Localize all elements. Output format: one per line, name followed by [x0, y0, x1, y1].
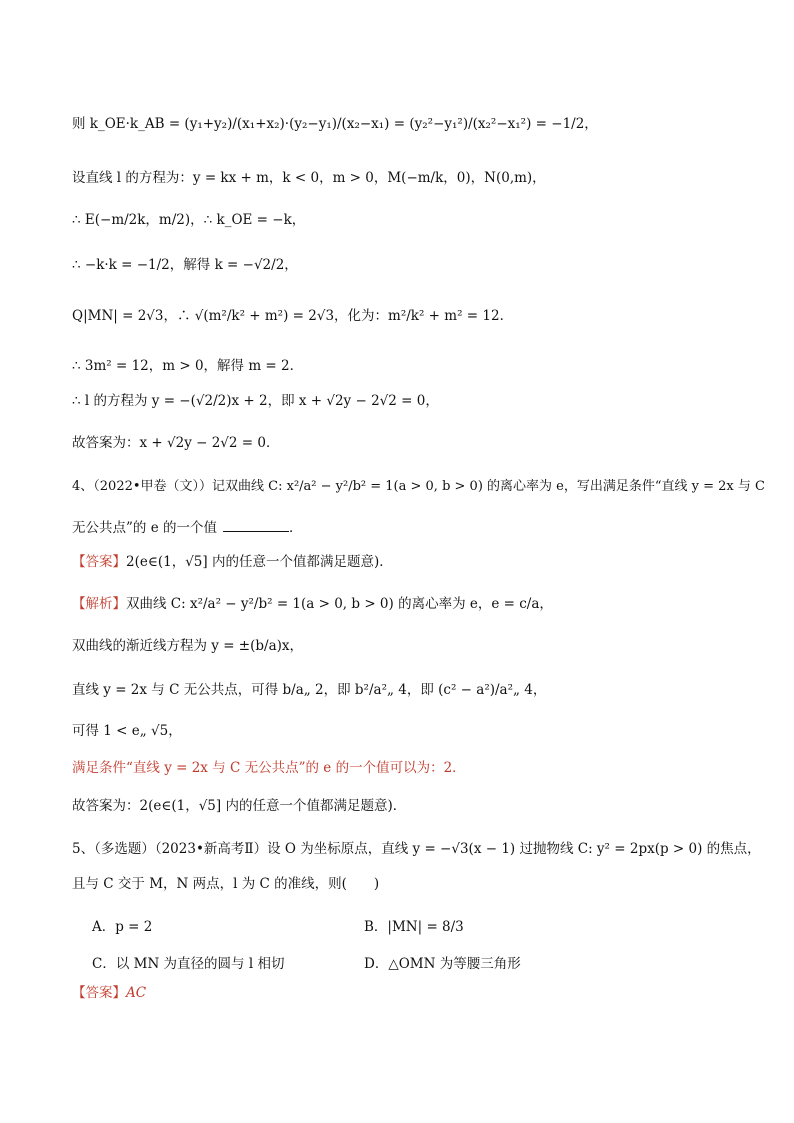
answer-5-text: AC — [126, 985, 147, 1001]
option-c: C．以 MN 为直径的圆与 l 相切 — [92, 956, 285, 972]
line-slope-product: 则 k_OE·k_AB = (y₁+y₂)/(x₁+x₂)·(y₂−y₁)/(x₂−x₁) = (y₂²−y₁²)/(x₂²−x₁²) = −1/2， — [72, 116, 598, 132]
answer-4-text: 2(e∈(1，√5] 内的任意一个值都满足题意)． — [126, 554, 393, 570]
question-5-line-2: 且与 C 交于 M，N 两点，l 为 C 的准线，则( ) — [72, 876, 380, 892]
line-set-equation: 设直线 l 的方程为：y = kx + m，k < 0，m > 0，M(−m/k，0)，N(0,m)， — [72, 170, 546, 186]
analysis-answer: 故答案为：2(e∈(1，√5] 内的任意一个值都满足题意)． — [72, 798, 407, 814]
analysis-condition: 直线 y = 2x 与 C 无公共点，可得 b/a„ 2，即 b²/a²„ 4，即 (c² − a²)/a²„ 4， — [72, 682, 547, 698]
question-5-line-1: 5、（多选题）（2023•新高考Ⅱ）设 O 为坐标原点，直线 y = −√3(x − 1) 过抛物线 C: y² = 2px(p > 0) 的焦点， — [72, 841, 761, 857]
answer-blank — [223, 519, 289, 532]
answer-4 — [72, 556, 393, 570]
line-solve-k: ∴ −k·k = −1/2，解得 k = −√2/2， — [72, 257, 298, 273]
option-a: A．p = 2 — [92, 919, 153, 935]
answer-5-tag: 【答案】 — [72, 985, 126, 1001]
analysis-tag: 【解析】 — [72, 596, 126, 612]
analysis-value: 满足条件“直线 y = 2x 与 C 无公共点”的 e 的一个值可以为：2． — [72, 760, 466, 776]
question-4-text: 无公共点”的 e 的一个值 — [72, 520, 217, 536]
option-b: B．|MN| = 8/3 — [364, 919, 464, 935]
question-4-end: ． — [288, 520, 303, 536]
analysis-asymptote: 双曲线的渐近线方程为 y = ±(b/a)x， — [72, 638, 304, 654]
option-d: D．△OMN 为等腰三角形 — [364, 956, 521, 972]
line-midpoint: ∴ E(−m/2k，m/2)，∴ k_OE = −k， — [72, 212, 306, 228]
answer-5 — [72, 987, 146, 1001]
line-mn-length: Q|MN| = 2√3，∴ √(m²/k² + m²) = 2√3，化为：m²/k² + m² = 12． — [72, 308, 514, 324]
question-4-line-2 — [72, 519, 302, 536]
analysis-4-text: 双曲线 C: x²/a² − y²/b² = 1(a > 0, b > 0) 的离心率为 e，e = c/a， — [126, 596, 553, 612]
line-solve-m: ∴ 3m² = 12，m > 0，解得 m = 2． — [72, 358, 304, 374]
question-4-line-1: 4、（2022•甲卷（文））记双曲线 C: x²/a² − y²/b² = 1(a > 0, b > 0) 的离心率为 e，写出满足条件“直线 y = 2x 与 C — [72, 479, 765, 494]
analysis-4 — [72, 598, 553, 612]
line-answer-3: 故答案为：x + √2y − 2√2 = 0． — [72, 435, 280, 451]
line-l-equation: ∴ l 的方程为 y = −(√2/2)x + 2，即 x + √2y − 2√2 = 0， — [72, 393, 439, 409]
analysis-range: 可得 1 < e„ √5， — [72, 723, 182, 739]
answer-tag: 【答案】 — [72, 554, 126, 570]
